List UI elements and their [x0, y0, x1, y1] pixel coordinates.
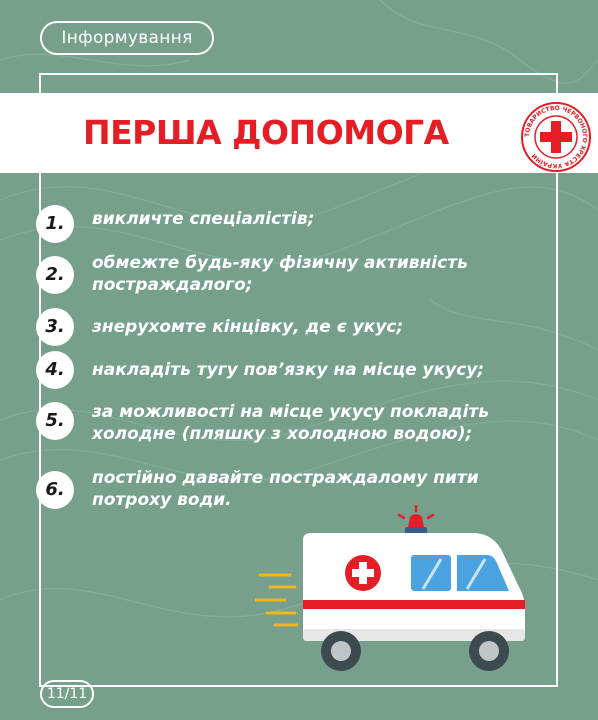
step-line: за можливості на місце укусу покладіть	[92, 402, 490, 422]
step-line: постраждалого;	[92, 275, 253, 295]
step-line: постійно давайте постраждалому пити	[92, 468, 479, 488]
step-number-3: 3.	[36, 308, 74, 346]
step-text-5	[92, 401, 512, 445]
red-cross-logo-icon	[520, 101, 592, 173]
step-line: накладіть тугу пов’язку на місце укусу;	[92, 360, 485, 380]
step-text-2	[92, 252, 512, 296]
step-number-6: 6.	[36, 471, 74, 509]
step-number-4: 4.	[36, 351, 74, 389]
step-text-3	[92, 316, 512, 338]
step-number-5: 5.	[36, 402, 74, 440]
category-tag: Інформування	[40, 21, 214, 55]
step-number-2: 2.	[36, 256, 74, 294]
step-line: потроху води.	[92, 490, 232, 510]
page-counter: 11/11	[40, 680, 94, 708]
step-line: обмежте будь-яку фізичну активність	[92, 253, 468, 273]
step-number-1: 1.	[36, 205, 74, 243]
ambulance-icon	[255, 505, 535, 675]
step-text-4	[92, 359, 512, 381]
step-line: викличте спеціалістів;	[92, 209, 315, 229]
step-line: холодне (пляшку з холодною водою);	[92, 424, 473, 444]
page-title: ПЕРША ДОПОМОГА	[83, 113, 449, 152]
step-line: знерухомте кінцівку, де є укус;	[92, 317, 404, 337]
step-text-1	[92, 208, 512, 230]
logo-text: ТОВАРИСТВО ЧЕРВОНОГО ХРЕСТА УКРАЇНИ	[523, 104, 589, 170]
